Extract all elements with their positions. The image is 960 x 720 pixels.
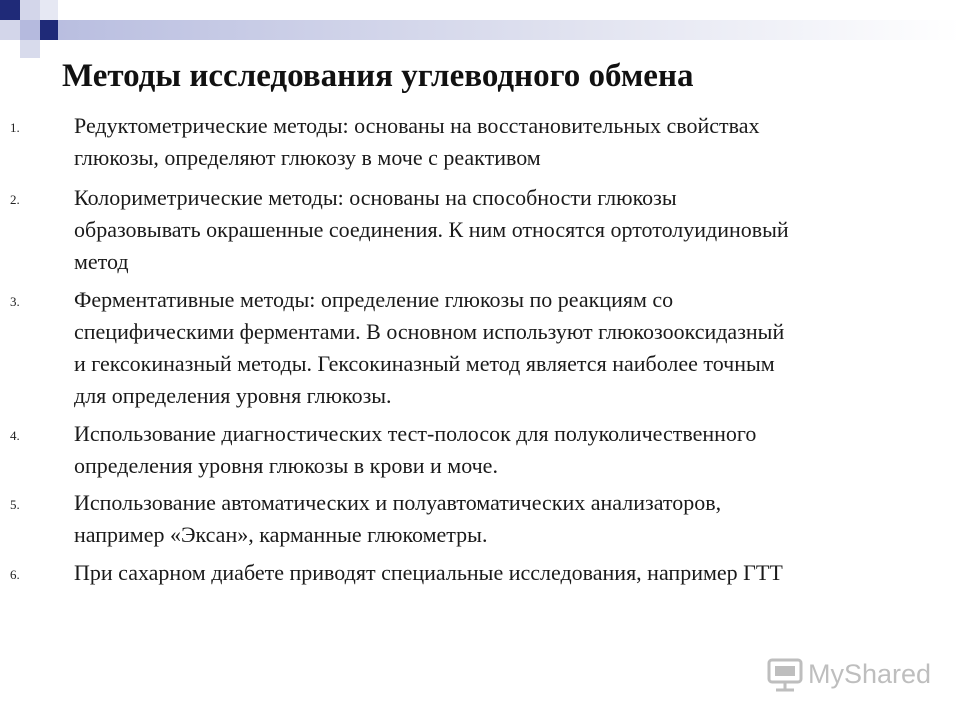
list-item-number: 4.: [10, 428, 20, 443]
list-item-number: 2.: [10, 192, 20, 207]
list-item-text: При сахарном диабете приводят специальные исследования, например ГТТ: [74, 560, 783, 585]
list-item-text: Ферментативные методы: определение глюкозы по реакциям со специфическими ферментами. В основном используют глюкозооксидазный и гексокиназный методы. Гексокиназный метод является наиболее точным для определения уровня глюкозы.: [74, 287, 785, 408]
projector-icon: [766, 656, 804, 694]
list-item-text: Использование диагностических тест-полосок для полуколичественного определения уровня глюкозы в крови и моче.: [74, 421, 757, 478]
watermark-text: MyShared: [808, 659, 932, 689]
list-item-number: 5.: [10, 497, 20, 512]
list-item-text: Редуктометрические методы: основаны на восстановительных свойствах глюкозы, определяют глюкозу в моче с реактивом: [74, 113, 760, 170]
list-item-number: 1.: [10, 120, 20, 135]
list-item-number: 6.: [10, 567, 20, 582]
list-item-text: Использование автоматических и полуавтоматических анализаторов, например «Эксан», карманные глюкометры.: [74, 490, 722, 547]
list-item-text: Колориметрические методы: основаны на способности глюкозы образовывать окрашенные соединения. К ним относятся ортотолуидиновый метод: [74, 185, 789, 274]
slide-title: Методы исследования углеводного обмена: [62, 58, 694, 94]
list-item-number: 3.: [10, 294, 20, 309]
myshared-watermark: [766, 656, 936, 694]
